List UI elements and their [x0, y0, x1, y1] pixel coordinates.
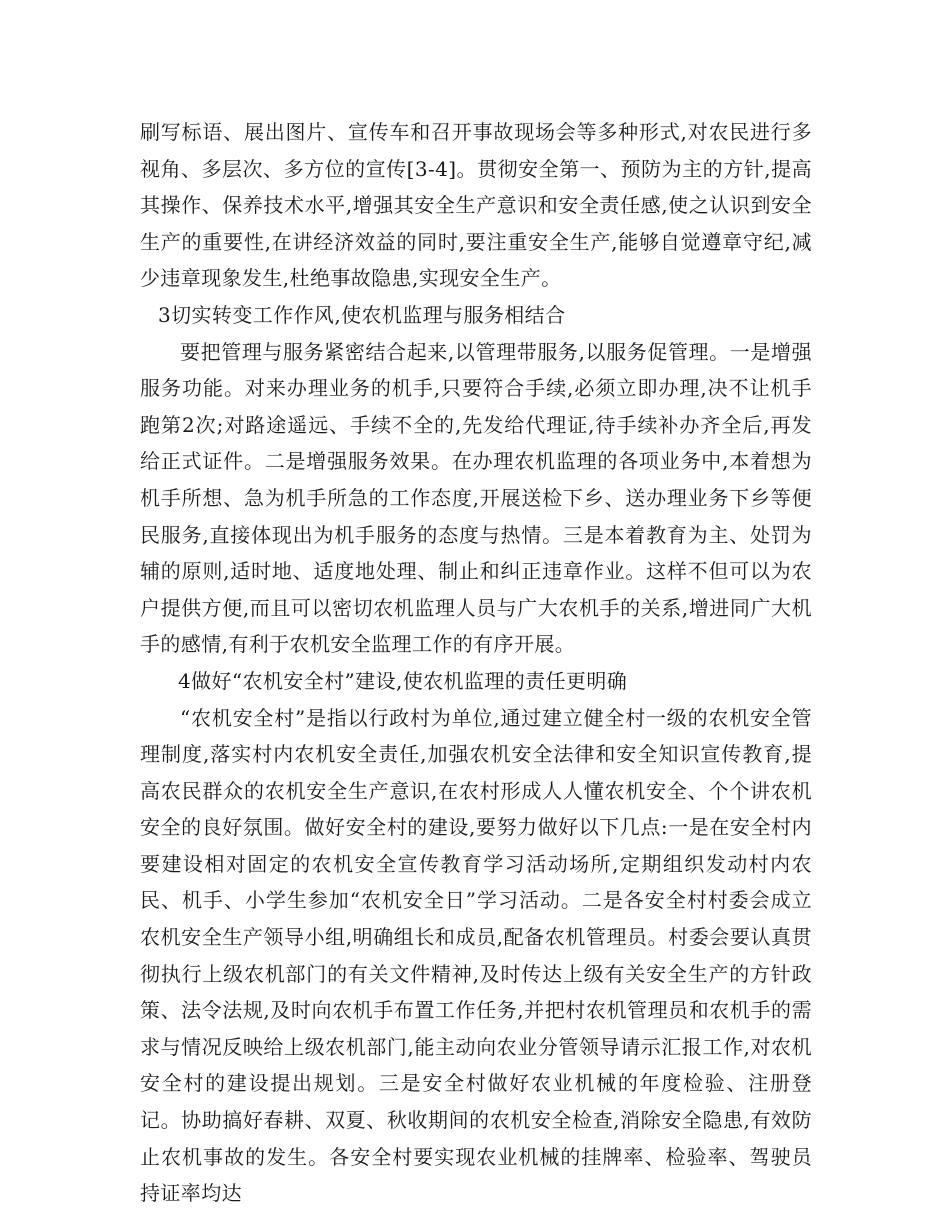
section-heading-4: 4做好“农机安全村”建设,使农机监理的责任更明确 [178, 668, 628, 693]
paragraph-publicity: 刷写标语、展出图片、宣传车和召开事故现场会等多种形式,对农民进行多视角、多层次、多方位的宣传[3-4]。贯彻安全第一、预防为主的方针,提高其操作、保养技术水平,增强其安全生产意识和安全责任感,使之认识到安全生产的重要性,在讲经济效益的同时,要注重安全生产,能够自觉遵章守纪,减少违章现象发生,杜绝事故隐患,实现安全生产。 [140, 120, 812, 291]
paragraph-safety-village: “农机安全村”是指以行政村为单位,通过建立健全村一级的农机安全管理制度,落实村内农机安全责任,加强农机安全法律和安全知识宣传教育,提高农民群众的农机安全生产意识,在农村形成人人懂农机安全、个个讲农机安全的良好氛围。做好安全村的建设,要努力做好以下几点:一是在安全村内要建设相对固定的农机安全宣传教育学习活动场所,定期组织发动村内农民、机手、小学生参加“农机安全日”学习活动。二是各安全村村委会成立农机安全生产领导小组,明确组长和成员,配备农机管理员。村委会要认真贯彻执行上级农机部门的有关文件精神,及时传达上级有关安全生产的方针政策、法令法规,及时向农机手布置工作任务,并把村农机管理员和农机手的需求与情况反映给上级农机部门,能主动向农业分管领导请示汇报工作,对农机安全村的建设提出规划。三是安全村做好农业机械的年度检验、注册登记。协助搞好春耕、双夏、秋收期间的农机安全检查,消除安全隐患,有效防止农机事故的发生。各安全村要实现农业机械的挂牌率、检验率、驾驶员持证率均达 [140, 705, 812, 1206]
paragraph-service: 要把管理与服务紧密结合起来,以管理带服务,以服务促管理。一是增强服务功能。对来办理业务的机手,只要符合手续,必须立即办理,决不让机手跑第2次;对路途遥远、手续不全的,先发给代理证,待手续补办齐全后,再发给正式证件。二是增强服务效果。在办理农机监理的各项业务中,本着想为机手所想、急为机手所急的工作态度,开展送检下乡、送办理业务下乡等便民服务,直接体现出为机手服务的态度与热情。三是本着教育为主、处罚为辅的原则,适时地、适度地处理、制止和纠正违章作业。这样不但可以为农户提供方便,而且可以密切农机监理人员与广大农机手的关系,增进同广大机手的感情,有利于农机安全监理工作的有序开展。 [140, 339, 812, 657]
body-text [140, 114, 812, 1212]
section-heading-3: 3切实转变工作作风,使农机监理与服务相结合 [158, 302, 566, 327]
